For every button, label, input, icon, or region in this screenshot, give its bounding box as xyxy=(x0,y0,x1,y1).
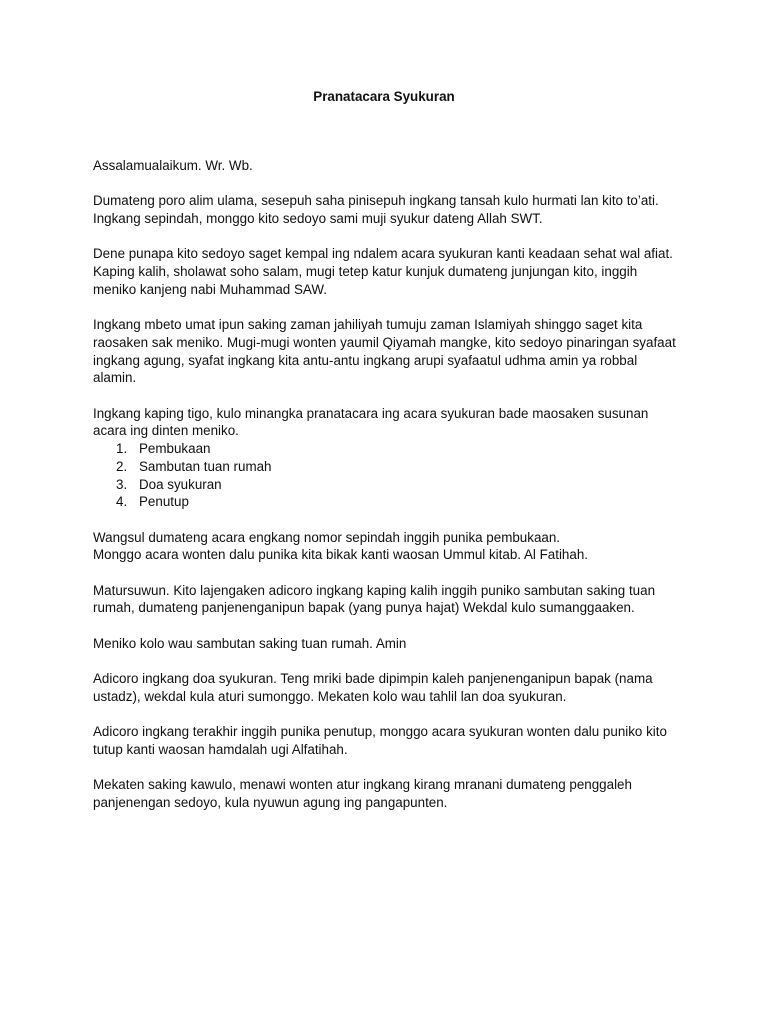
agenda-item-number: 4. xyxy=(116,494,128,510)
agenda-list xyxy=(93,440,683,511)
paragraph-opening-fatihah xyxy=(93,529,683,564)
paragraph-closing: Adicoro ingkang terakhir inggih punika penutup, monggo acara syukuran wonten dalu puniko kito tutup kanti waosan hamdalah ugi Alfatihah. xyxy=(93,724,667,758)
paragraph-opening-address: Dumateng poro alim ulama, sesepuh saha pinisepuh ingkang tansah kulo hurmati lan kito to’ati. Ingkang sepindah, monggo kito sedoyo sami muji syukur dateng Allah SWT. xyxy=(93,193,659,227)
paragraph-host-speech-close: Meniko kolo wau sambutan saking tuan rumah. Amin xyxy=(93,635,407,651)
paragraph-prophet-syafaat: Ingkang mbeto umat ipun saking zaman jahiliyah tumuju zaman Islamiyah shinggo saget kita raosaken sak meniko. Mugi-mugi wonten yaumil Qiyamah mangke, kito sedoyo pinaringan syafaat ingkang agung, syafat ingkang kita antu-antu ingkang arupi syafaatul udhma amin ya robbal alamin. xyxy=(93,317,676,386)
greeting-paragraph: Assalamualaikum. Wr. Wb. xyxy=(93,158,253,173)
agenda-item xyxy=(93,458,683,476)
agenda-item xyxy=(93,440,683,458)
paragraph-agenda-intro: Ingkang kaping tigo, kulo minangka pranatacara ing acara syukuran bade maosaken susunan acara ing dinten meniko. xyxy=(93,405,649,439)
paragraph-apology: Mekaten saking kawulo, menawi wonten atur ingkang kirang mranani dumateng penggaleh panjenengan sedoyo, kula nyuwun agung ing pangapunten. xyxy=(93,777,632,811)
agenda-item-text: Pembukaan xyxy=(139,441,211,457)
agenda-item-text: Sambutan tuan rumah xyxy=(139,458,272,474)
agenda-item-text: Doa syukuran xyxy=(139,476,222,492)
agenda-item xyxy=(93,476,683,494)
paragraph-gathering-sholawat: Dene punapa kito sedoyo saget kempal ing ndalem acara syukuran kanti keadaan sehat wal afiat. Kaping kalih, sholawat soho salam, mugi tetep katur kunjuk dumateng junjungan kito, inggih meniko kanjeng nabi Muhammad SAW. xyxy=(93,246,673,297)
paragraph-prayer: Adicoro ingkang doa syukuran. Teng mriki bade dipimpin kaleh panjenenganipun bapak (nama ustadz), wekdal kula aturi sumonggo. Mekaten kolo wau tahlil lan doa syukuran. xyxy=(93,671,653,704)
agenda-item-number: 3. xyxy=(116,476,128,492)
agenda-item xyxy=(93,493,683,511)
document-title: Pranatacara Syukuran xyxy=(313,89,455,104)
paragraph-host-speech: Matursuwun. Kito lajengaken adicoro ingkang kaping kalih inggih puniko sambutan saking tuan rumah, dumateng panjenenganipun bapak (yang punya hajat) Wekdal kulo sumanggaaken. xyxy=(93,582,656,616)
fatihah-line: Monggo acara wonten dalu punika kita bikak kanti waosan Ummul kitab. Al Fatihah. xyxy=(93,547,588,563)
agenda-item-number: 2. xyxy=(116,458,128,474)
agenda-item-number: 1. xyxy=(116,441,128,457)
agenda-item-text: Penutup xyxy=(139,494,189,510)
opening-line: Wangsul dumateng acara engkang nomor sepindah inggih punika pembukaan. xyxy=(93,529,561,545)
document-body xyxy=(93,157,683,830)
